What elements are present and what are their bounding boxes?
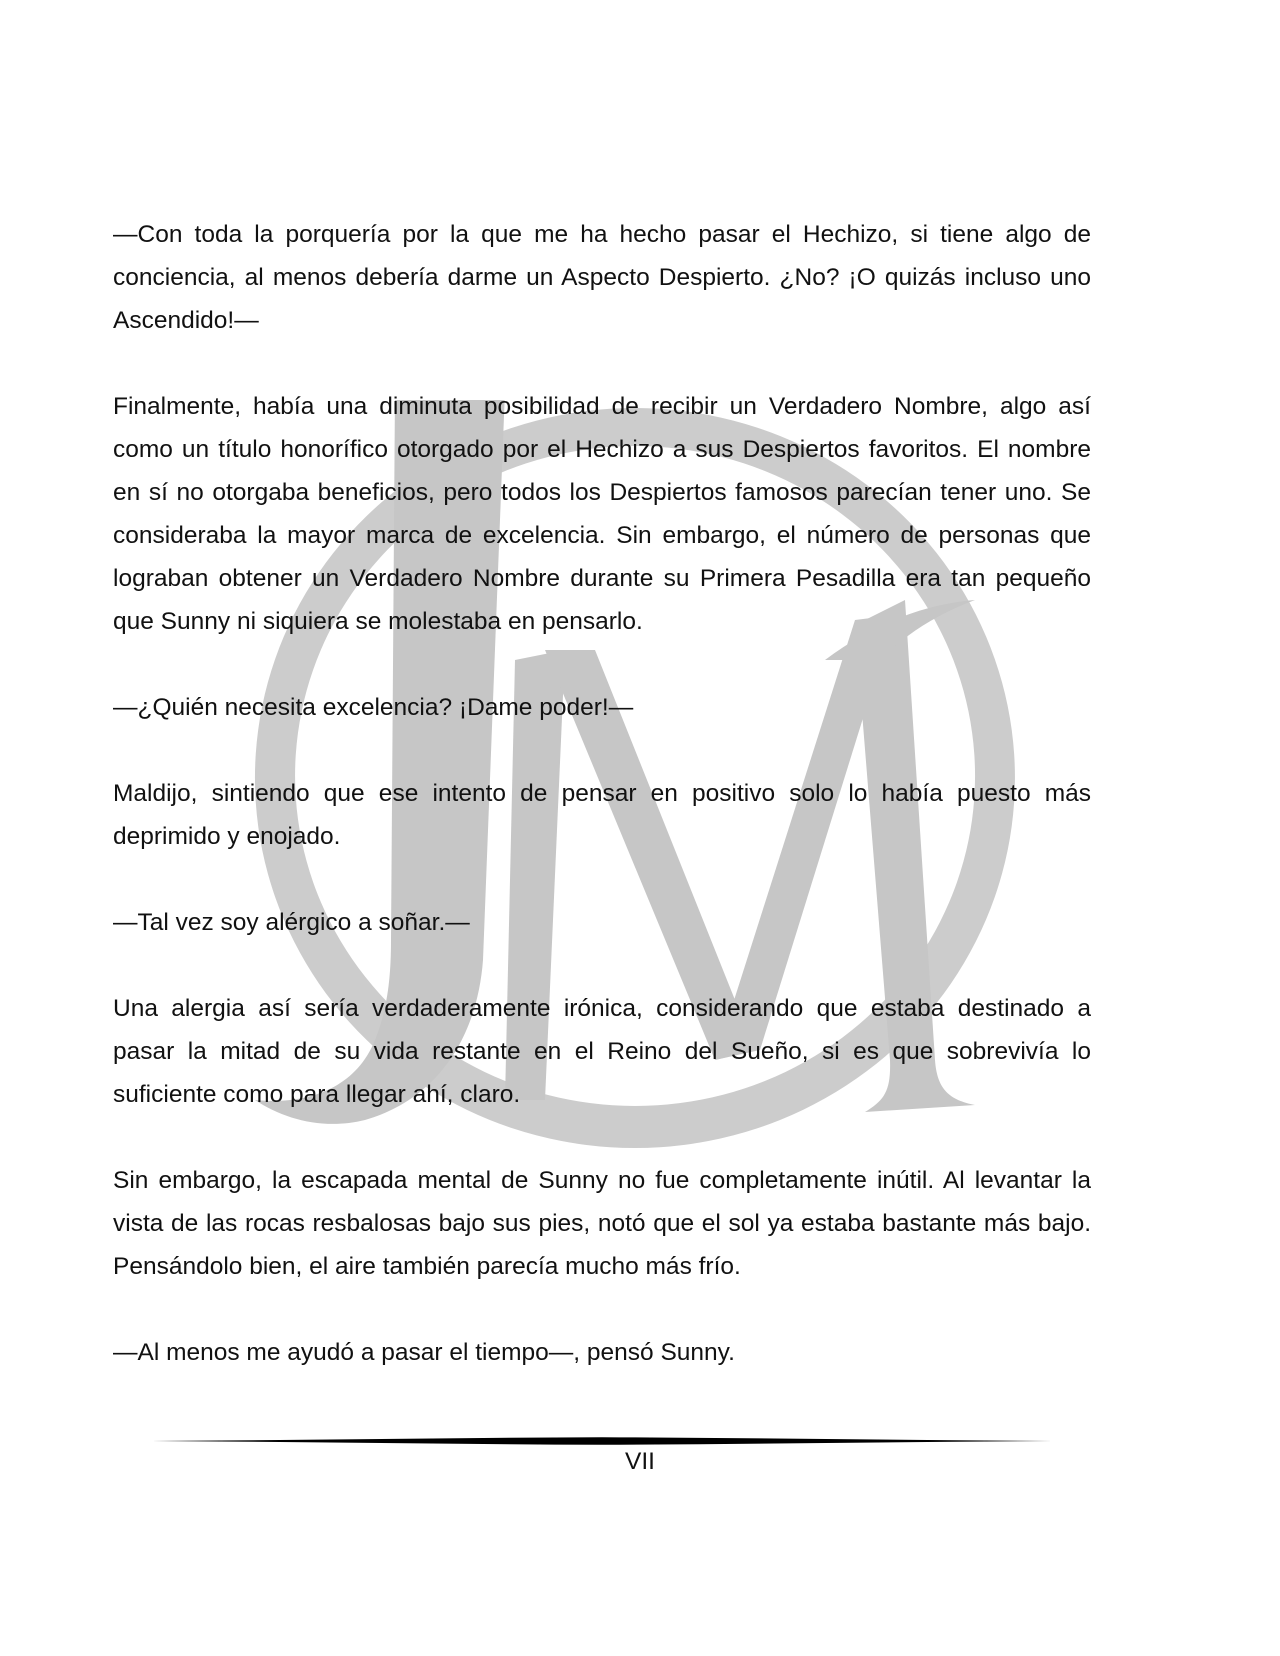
page-number: VII [625, 1448, 655, 1475]
paragraph: Finalmente, había una diminuta posibilidad de recibir un Verdadero Nombre, algo así como un título honorífico otorgado por el Hechizo a sus Despiertos favoritos. El nombre en sí no otorgaba beneficios, pero todos los Despiertos famosos parecían tener uno. Se consideraba la mayor marca de excelencia. Sin embargo, el número de personas que lograban obtener un Verdadero Nombre durante su Primera Pesadilla era tan pequeño que Sunny ni siquiera se molestaba en pensarlo. [113, 393, 1091, 635]
paragraph: —Al menos me ayudó a pasar el tiempo—, pensó Sunny. [113, 1339, 735, 1366]
paragraph: Una alergia así sería verdaderamente irónica, considerando que estaba destinado a pasar la mitad de su vida restante en el Reino del Sueño, si es que sobrevivía lo suficiente como para llegar ahí, claro. [113, 995, 1091, 1108]
document-body [113, 213, 1091, 1417]
paragraph: —Tal vez soy alérgico a soñar.— [113, 909, 470, 936]
paragraph: —Con toda la porquería por la que me ha hecho pasar el Hechizo, si tiene algo de conciencia, al menos debería darme un Aspecto Despierto. ¿No? ¡O quizás incluso uno Ascendido!— [113, 221, 1091, 334]
paragraph: Sin embargo, la escapada mental de Sunny no fue completamente inútil. Al levantar la vista de las rocas resbalosas bajo sus pies, notó que el sol ya estaba bastante más bajo. Pensándolo bien, el aire también parecía mucho más frío. [113, 1167, 1091, 1280]
footer-divider [152, 1436, 1052, 1446]
paragraph: —¿Quién necesita excelencia? ¡Dame poder!— [113, 694, 634, 721]
paragraph: Maldijo, sintiendo que ese intento de pensar en positivo solo lo había puesto más deprimido y enojado. [113, 780, 1091, 850]
